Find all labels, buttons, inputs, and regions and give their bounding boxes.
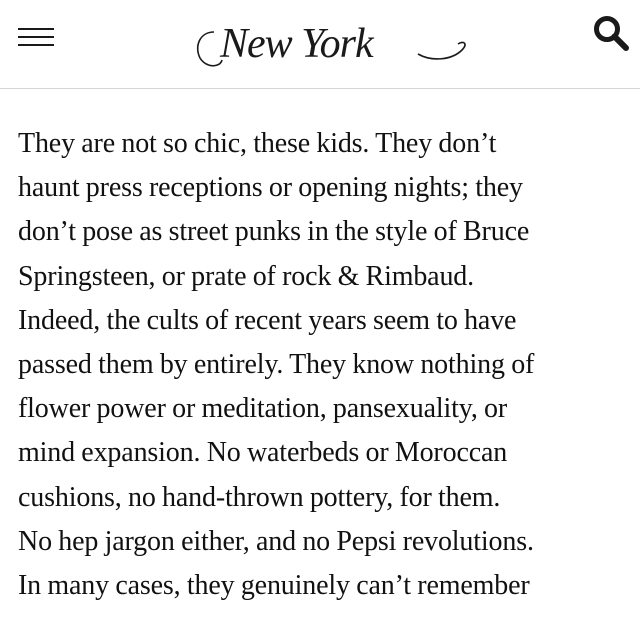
article-line: cushions, no hand-thrown pottery, for them. [18, 481, 501, 513]
article-line: They are not so chic, these kids. They don’t [18, 128, 497, 159]
article-line: haunt press receptions or opening nights; they [18, 172, 523, 204]
article-line: Indeed, the cults of recent years seem to have [18, 304, 517, 336]
search-icon-svg [590, 12, 634, 56]
logo-swash-right [418, 42, 465, 59]
article-line: passed them by entirely. They know nothing of [18, 349, 535, 381]
logo-wordmark-svg [186, 2, 476, 76]
site-header [0, 0, 640, 89]
article-paragraph [18, 122, 626, 608]
article-line: don’t pose as street punks in the style of Bruce [18, 216, 530, 248]
article-line: flower power or meditation, pansexuality, or [18, 393, 508, 425]
logo-text: New York [220, 21, 373, 67]
menu-bar-top [18, 28, 54, 30]
menu-bar-bottom [18, 44, 54, 46]
article-line: No hep jargon either, and no Pepsi revolutions. [18, 525, 534, 557]
search-icon[interactable] [590, 12, 634, 56]
menu-bar-middle [18, 36, 54, 38]
article-line: In many cases, they genuinely can’t remember [18, 570, 530, 602]
search-icon-handle [615, 37, 627, 49]
logo-swash-left [198, 32, 222, 66]
hamburger-menu-icon[interactable] [18, 22, 56, 52]
article-body [18, 122, 626, 608]
new-york-logo[interactable] [186, 2, 476, 76]
article-line: mind expansion. No waterbeds or Moroccan [18, 437, 508, 469]
article-line: Springsteen, or prate of rock & Rimbaud. [18, 260, 475, 292]
